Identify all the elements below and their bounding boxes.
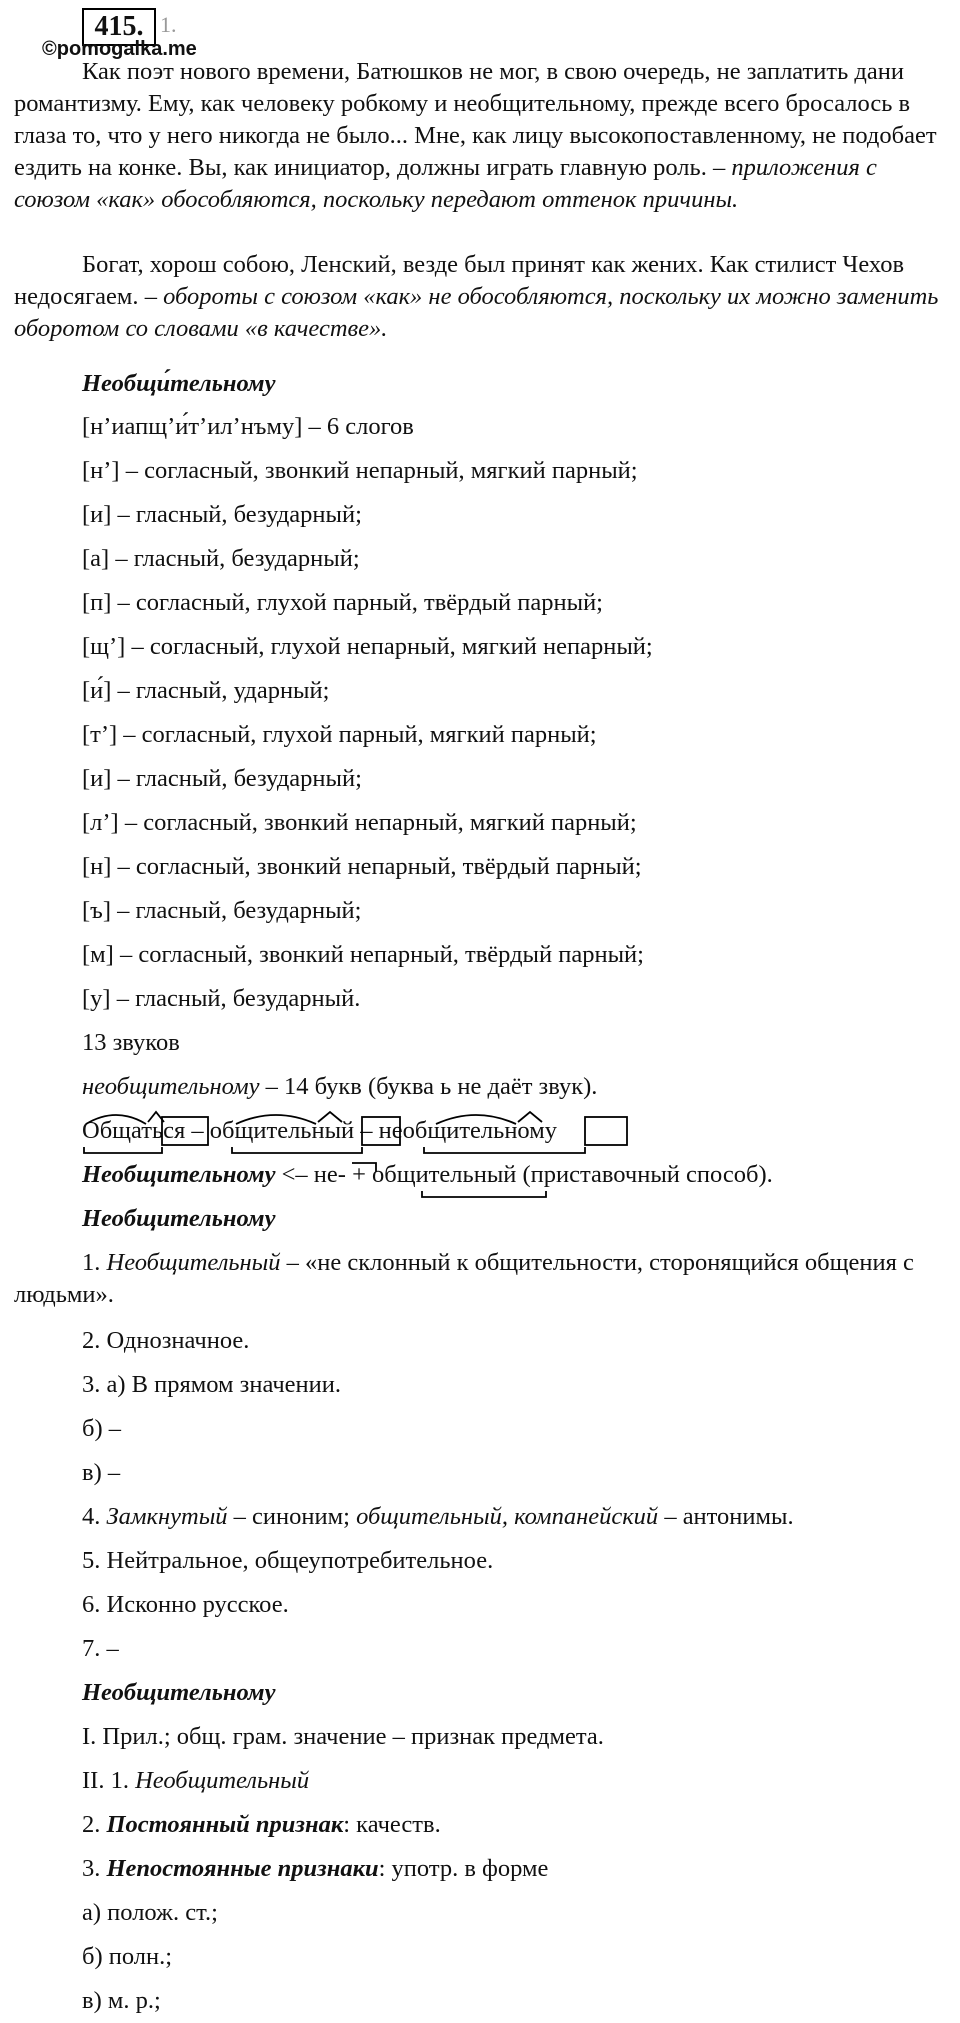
formation-method: (приставочный способ). bbox=[516, 1161, 773, 1188]
sound-line: [н] – согласный, звонкий непарный, твёрдый парный; bbox=[82, 853, 642, 880]
sound-count: 13 звуков bbox=[82, 1029, 180, 1056]
ending-box-mark bbox=[362, 1117, 400, 1145]
lexical-item-5: 5. Нейтральное, общеупотребительное. bbox=[82, 1547, 494, 1574]
chain-word-1: Общаться bbox=[82, 1117, 186, 1144]
letter-count-word: необщительному bbox=[82, 1073, 260, 1100]
sound-line: [и] – гласный, безударный; bbox=[82, 501, 362, 528]
chain-dash: – bbox=[185, 1117, 210, 1144]
ending-box-mark bbox=[162, 1117, 208, 1145]
morph-line-2-label: II. 1. bbox=[82, 1767, 136, 1794]
variable-features: Непостоянные признаки bbox=[106, 1855, 379, 1882]
letter-count-text: – 14 букв (буква ь не даёт звук). bbox=[259, 1073, 598, 1100]
sound-line: [ъ] – гласный, безударный; bbox=[82, 897, 362, 924]
ending-box-mark bbox=[585, 1117, 627, 1145]
sound-line: [у] – гласный, безударный. bbox=[82, 985, 361, 1012]
chain-dash: – bbox=[354, 1117, 379, 1144]
root-arc-mark bbox=[436, 1115, 516, 1124]
formation-word: Необщительному bbox=[82, 1161, 276, 1188]
morph-line-2 bbox=[82, 1765, 309, 1797]
formation-prefix: не- bbox=[313, 1161, 346, 1188]
morph-line-3-label: 2. bbox=[82, 1811, 107, 1838]
stem-mark bbox=[424, 1147, 585, 1153]
lexical-item-3c: в) – bbox=[82, 1459, 121, 1486]
transcription: [н’иапщ’и́т’ил’нъму] – 6 слогов bbox=[82, 413, 414, 440]
stem-mark bbox=[422, 1191, 546, 1197]
paragraph-2-note: – обороты с союзом «как» не обособляются, поскольку их можно заменить оборотом со словами «в качестве». bbox=[14, 283, 945, 342]
variable-features-value: : употр. в форме bbox=[378, 1855, 549, 1882]
sound-line: [щ’] – согласный, глухой непарный, мягкий непарный; bbox=[82, 633, 653, 660]
morph-line-1: I. Прил.; общ. грам. значение – признак предмета. bbox=[82, 1723, 604, 1750]
morph-line-7: в) м. р.; bbox=[82, 1987, 161, 2014]
lexical-item-3b: б) – bbox=[82, 1415, 121, 1442]
word-formation bbox=[82, 1159, 773, 1191]
lexical-word: Необщительный bbox=[106, 1249, 281, 1276]
phonetic-heading: Необщи́тельному bbox=[82, 370, 276, 397]
stem-mark bbox=[84, 1147, 162, 1153]
sound-line: [т’] – согласный, глухой парный, мягкий парный; bbox=[82, 721, 597, 748]
exercise-number: 415. bbox=[82, 8, 156, 46]
watermark: ©pomogalka.me bbox=[42, 38, 197, 60]
morph-line-6: б) полн.; bbox=[82, 1943, 173, 1970]
lexical-item-7: 7. – bbox=[82, 1635, 119, 1662]
formation-arrow: <– bbox=[275, 1161, 314, 1188]
morph-line-4 bbox=[82, 1853, 548, 1885]
sound-line: [и] – гласный, безударный; bbox=[82, 765, 362, 792]
root-arc-mark bbox=[236, 1115, 316, 1124]
sound-line: [м] – согласный, звонкий непарный, твёрдый парный; bbox=[82, 941, 644, 968]
antonyms-label: – антонимы. bbox=[658, 1503, 794, 1530]
sub-number: 1. bbox=[160, 12, 177, 37]
morphological-heading: Необщительному bbox=[82, 1679, 276, 1706]
lexical-item-6: 6. Исконно русское. bbox=[82, 1591, 289, 1618]
morph-line-3 bbox=[82, 1809, 441, 1841]
formation-plus: + bbox=[345, 1161, 373, 1188]
stem-mark bbox=[232, 1147, 362, 1153]
constant-feature-value: : качеств. bbox=[343, 1811, 441, 1838]
lexical-item-2: 2. Однозначное. bbox=[82, 1327, 250, 1354]
suffix-mark bbox=[318, 1112, 342, 1122]
sound-line: [л’] – согласный, звонкий непарный, мягкий парный; bbox=[82, 809, 637, 836]
suffix-mark bbox=[518, 1112, 542, 1122]
lexical-definition: – «не склонный к общительности, сторонящийся общения с людьми». bbox=[14, 1249, 914, 1308]
paragraph-2-text: Богат, хорош собою, Ленский, везде был принят как жених. Как стилист Чехов недосягаем. bbox=[14, 251, 911, 310]
lexical-item-3: 3. а) В прямом значении. bbox=[82, 1371, 342, 1398]
sound-line: [п] – согласный, глухой парный, твёрдый парный; bbox=[82, 589, 603, 616]
paragraph-1-note: – приложения с союзом «как» обособляются, поскольку передают оттенок причины. bbox=[14, 154, 883, 213]
chain-word-3: необщительному bbox=[378, 1117, 557, 1144]
synonym-label: – синоним; bbox=[227, 1503, 357, 1530]
synonym: Замкнутый bbox=[106, 1503, 228, 1530]
sound-line: [н’] – согласный, звонкий непарный, мягкий парный; bbox=[82, 457, 638, 484]
sound-line: [и́] – гласный, ударный; bbox=[82, 677, 330, 704]
chain-word-2: общительный bbox=[209, 1117, 355, 1144]
paragraph-1-text: Как поэт нового времени, Батюшков не мог, в свою очередь, не заплатить дани романтизму. Ему, как человеку робкому и необщительному, прежде всего бросалось в глаза то, что у него никогда не было... Мне, как лицу высокопоставленному, не подобает ездить на конке. Вы, как инициатор, должны играть главную роль. bbox=[14, 58, 943, 181]
constant-feature: Постоянный признак bbox=[106, 1811, 344, 1838]
formation-base: общительный bbox=[372, 1161, 517, 1188]
initial-form: Необщительный bbox=[135, 1767, 310, 1794]
morph-line-5: а) полож. ст.; bbox=[82, 1899, 218, 1926]
antonyms: общительный, компанейский bbox=[356, 1503, 659, 1530]
lexical-item-4: 4. Замкнутый – синоним; общительный, компанейский – антонимы. bbox=[82, 1503, 794, 1530]
morph-line-4-label: 3. bbox=[82, 1855, 107, 1882]
sound-line: [а] – гласный, безударный; bbox=[82, 545, 360, 572]
lexical-item-1: 1. Необщительный – «не склонный к общительности, сторонящийся общения с людьми». bbox=[14, 1249, 914, 1308]
lexical-heading: Необщительному bbox=[82, 1205, 276, 1232]
root-arc-mark bbox=[86, 1115, 146, 1124]
